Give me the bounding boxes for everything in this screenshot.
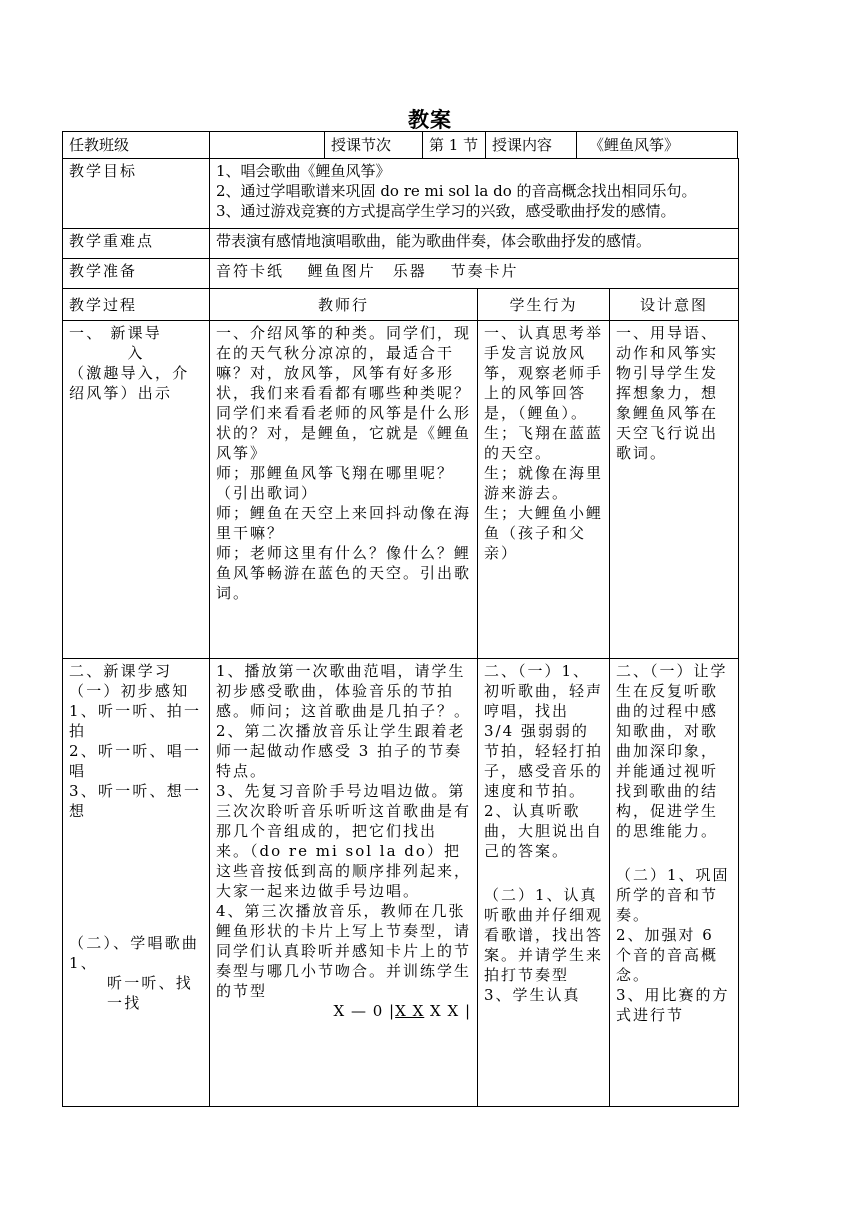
teacher-text: 师；鲤鱼在天空上来回抖动像在海里干嘛？ <box>216 504 472 542</box>
stage-spacer <box>69 821 203 933</box>
design-text: 二、（一）让学生在反复听歌曲的过程中感知歌曲，对歌曲加深印象，并能通过视听找到歌曲的结构，促进学生的思维能力。 <box>616 662 728 840</box>
stage-text: 1、 <box>69 954 98 972</box>
stage-text: 2、听一听、唱一唱 <box>69 742 202 780</box>
section1-student <box>478 321 610 659</box>
process-header-row <box>63 289 739 321</box>
section1-row <box>63 321 739 659</box>
student-text: 生；就像在海里游来游去。 <box>484 464 604 502</box>
teacher-text: 4、第三次播放音乐，教师在几张鲤鱼形状的卡片上写上节奏型，请同学们认真聆听并感知卡片上的节奏型与哪几小节吻合。并训练学生的节型 <box>216 902 472 1000</box>
stage-text: 听一听、找一找 <box>107 974 194 1012</box>
section2-row <box>63 659 739 1107</box>
class-label: 任教班级 <box>62 131 210 159</box>
teacher-text: 一、介绍风筝的种类。同学们，现在的天气秋分凉凉的，最适合干嘛？对，放风筝，风筝有好多形状，我们来看看都有哪些种类呢？同学们来看看老师的风筝是什么形状的？对，是鲤鱼，它就是《鲤鱼风筝》 <box>216 324 472 462</box>
lesson-plan-table <box>62 158 739 1107</box>
stage-text: 二、新课学习 <box>69 662 173 680</box>
student-text: （二）1、认真听歌曲并仔细观看歌谱，找出答案。并请学生来拍打节奏型 <box>484 886 604 984</box>
teacher-text: 师；老师这里有什么？像什么？鲤鱼风筝畅游在蓝色的天空。引出歌词。 <box>216 544 472 602</box>
section2-design <box>610 659 739 1107</box>
stage-text: （二）、学唱歌曲 <box>69 934 200 952</box>
rhythm-part: X — 0 | <box>333 1002 396 1020</box>
teacher-text: 3、先复习音阶手号边唱边做。第三次次聆听音乐听听这首歌曲是有那几个音组成的，把它们找出来。（do re mi sol la do）把这些音按低到高的顺序排列起来，大家一起来边做手号边唱。 <box>216 782 472 900</box>
goals-label: 教学目标 <box>63 159 210 229</box>
teacher-text: 2、第二次播放音乐让学生跟着老师一起做动作感受 3 拍子的节奏特点。 <box>216 722 466 780</box>
section2-stage <box>63 659 210 1107</box>
key-points-label: 教学重难点 <box>63 229 210 259</box>
content-value: 《鲤鱼风筝》 <box>576 131 738 159</box>
rhythm-part: X X | <box>430 1002 471 1020</box>
session-label: 授课节次 <box>324 131 423 159</box>
rhythm-line <box>216 1001 471 1021</box>
session-value: 第 1 节 <box>422 131 486 159</box>
design-text: 3、用比赛的方式进行节 <box>616 986 730 1024</box>
key-points-content: 带表演有感情地演唱歌曲，能为歌曲伴奏，体会歌曲抒发的感情。 <box>210 229 739 259</box>
student-text: 一、认真思考举手发言说放风筝，观察老师手上的风筝回答是，（鲤鱼）。 <box>484 324 604 422</box>
student-spacer <box>484 861 603 885</box>
section1-stage <box>63 321 210 659</box>
process-label: 教学过程 <box>63 289 210 321</box>
section1-design <box>610 321 739 659</box>
student-text: 生；大鲤鱼小鲤鱼（孩子和父亲） <box>484 504 604 562</box>
student-text: 生；飞翔在蓝蓝的天空。 <box>484 424 604 462</box>
goal-item: 3、通过游戏竞赛的方式提高学生学习的兴致，感受歌曲抒发的感情。 <box>216 202 676 220</box>
stage-text: （激趣导入，介绍风筝）出示 <box>69 364 190 402</box>
page-title: 教案 <box>408 107 452 132</box>
header-row <box>62 131 738 159</box>
design-spacer <box>616 841 732 865</box>
design-text: 2、加强对 6 个音的音高概念。 <box>616 926 719 984</box>
student-text: 2、认真听歌曲，大胆说出自己的答案。 <box>484 802 604 860</box>
preparation-label: 教学准备 <box>63 259 210 289</box>
stage-text: 3、听一听、想一想 <box>69 782 202 820</box>
rhythm-part: X X <box>395 1002 425 1020</box>
stage-text: 1、听一听、拍一拍 <box>69 702 202 740</box>
section2-teacher <box>210 659 478 1107</box>
stage-text: 一、 新课导 <box>69 324 162 342</box>
teacher-text: 师；那鲤鱼风筝飞翔在哪里呢？（引出歌词） <box>216 464 455 502</box>
design-header: 设计意图 <box>610 289 739 321</box>
goals-row <box>63 159 739 229</box>
goal-item: 2、通过学唱歌谱来巩固 do re mi sol la do 的音高概念找出相同乐句。 <box>216 182 697 200</box>
section1-teacher <box>210 321 478 659</box>
student-text: 二、（一）1、初听歌曲，轻声哼唱，找出 3/4 强弱弱的节拍，轻轻打拍子，感受音乐的速度和节拍。 <box>484 662 604 800</box>
class-value <box>209 131 325 159</box>
content-label: 授课内容 <box>485 131 577 159</box>
teacher-header: 教师行 <box>210 289 478 321</box>
goals-content <box>210 159 739 229</box>
design-text: （二）1、巩固所学的音和节奏。 <box>616 866 730 924</box>
teacher-text: 1、播放第一次歌曲范唱，请学生初步感受歌曲，体验音乐的节拍感。师问；这首歌曲是几拍子？。 <box>216 662 472 720</box>
section2-student <box>478 659 610 1107</box>
stage-text: 入 <box>127 344 145 362</box>
student-header: 学生行为 <box>478 289 610 321</box>
preparation-content: 音符卡纸 鲤鱼图片 乐器 节奏卡片 <box>210 259 739 289</box>
preparation-row <box>63 259 739 289</box>
stage-text: （一）初步感知 <box>69 682 190 700</box>
goal-item: 1、唱会歌曲《鲤鱼风筝》 <box>216 162 391 180</box>
key-points-row <box>63 229 739 259</box>
student-text: 3、学生认真 <box>484 986 581 1004</box>
design-text: 一、用导语、动作和风筝实物引导学生发挥想象力，想象鲤鱼风筝在天空飞行说出歌词。 <box>616 324 719 462</box>
